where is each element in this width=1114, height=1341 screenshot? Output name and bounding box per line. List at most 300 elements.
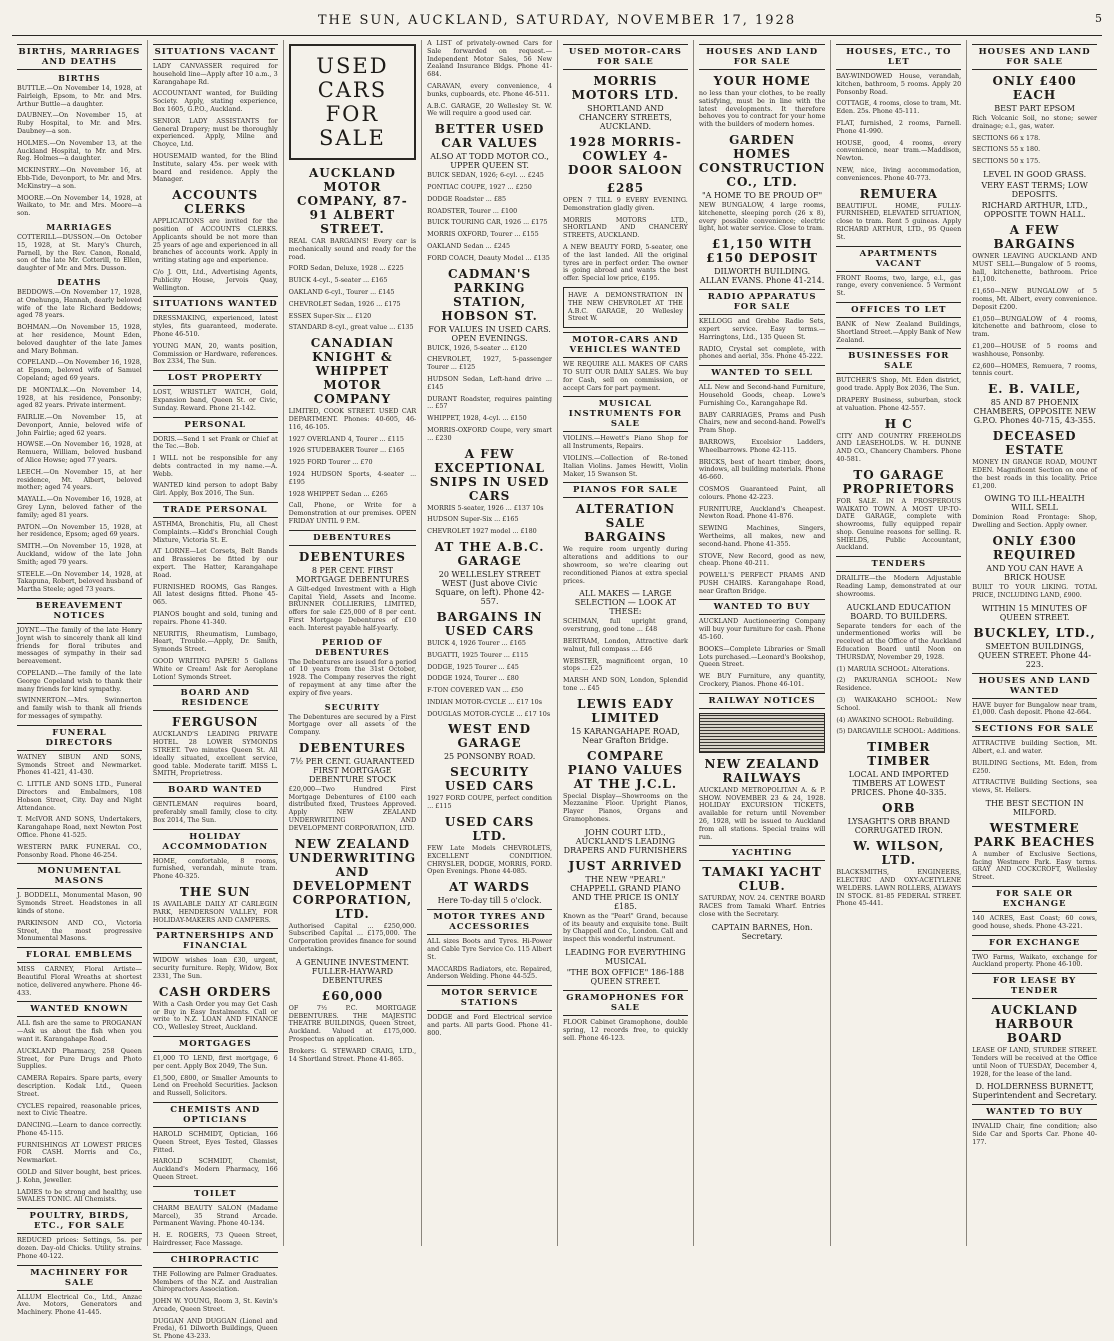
lewis-eady-text: 15 KARANGAHAPE ROAD, Near Grafton Bridge. (571, 726, 680, 745)
exchange-header: FOR SALE OR EXCHANGE (972, 886, 1097, 912)
classified-ad: WE BUY Furniture, any quantity, Crockery, Pianos. Phone 46-101. (698, 672, 826, 689)
classified-ad: BUICK, 1926, 5-seater ... £120 (427, 343, 527, 352)
vaile-address: 85 AND 87 PHOENIX CHAMBERS, OPPOSITE NEW G.P.O. Phones 40-715, 43-355. (973, 398, 1096, 426)
classified-ad: 1928 WHIPPET Sedan ... £265 (288, 489, 388, 498)
classified-ad: BUGATTI, 1925 Tourer ... £115 (427, 650, 529, 659)
morris-terms: OPEN 7 TILL 9 EVERY EVENING. Demonstration gladly given. (563, 196, 688, 212)
classified-ad: ROADSTER, Tourer ... £100 (427, 206, 518, 215)
yachting-header: YACHTING (699, 845, 826, 861)
partnerships-header: PARTNERSHIPS AND FINANCIAL (153, 928, 278, 954)
wanted-cars-header: MOTOR-CARS AND VEHICLES WANTED (563, 332, 688, 358)
wilson-display: W. WILSON, LTD. (853, 839, 945, 868)
only-400-display: ONLY £400 EACH (992, 74, 1077, 102)
classified-ad: ASTHMA, Bronchitis, Flu, all Chest Complaints.—Kidd's Bronchial Cough Mixture, Victoria St. E. (152, 520, 278, 544)
classified-ad: ATTRACTIVE building Section, Mt. Albert, e.l. and water. (972, 739, 1098, 755)
classified-ad: LADY CANVASSER required for household line—Apply after 10 a.m., 3 Karangahape Rd. (152, 62, 278, 86)
wanted-buy-text-8: INVALID Chair, fine condition; also Side Car and Sports Car. Phone 40-177. (972, 1122, 1098, 1147)
classified-ad: £1,500, £800, or Smaller Amounts to Lend on Freehold Securities. Jackson and Russell, Solicitors. (152, 1073, 278, 1098)
best-epsom-text: Rich Volcanic Soil, no stone; sewer drainage; e.l., gas, water. (972, 114, 1098, 130)
machinery-header: MACHINERY FOR SALE (17, 1265, 142, 1291)
brick-heading: AND YOU CAN HAVE A BRICK HOUSE (986, 563, 1083, 582)
classified-ad: VIOLINS.—Hewett's Piano Shop for all Instruments, Repairs. (563, 434, 688, 451)
westmere-text: A number of Exclusive Sections, facing Westmere Park. Easy terms. GRAY AND COCKCROFT, Wellesley Street. (972, 849, 1098, 882)
classified-ad: MOORE.—On November 14, 1928, at Waikato, to Mr. and Mrs. Moore—a son. (17, 193, 142, 218)
west-end-text: 25 PONSONBY ROAD. (443, 752, 536, 762)
classified-ad: BAY-WINDOWED House, verandah, kitchen, bathroom, 5 rooms. Apply 20 Ponsonby Road. (836, 72, 962, 96)
classified-ad: HOUSE, good, 4 rooms, every convenience, near tram.—Maddison, Newton. (836, 138, 962, 163)
business-header: BUSINESSES FOR SALE (836, 348, 961, 374)
sun-text: IS AVAILABLE DAILY AT CARLEGIN PARK, HENDERSON VALLEY, FOR HOLIDAY-MAKERS AND CAMPERS. (152, 899, 278, 924)
debentures-header: DEBENTURES (289, 530, 417, 546)
classified-ad: F-TON COVERED VAN ... £50 (427, 686, 524, 695)
classified-ad: 1925 FORD Tourer ... £70 (288, 458, 373, 467)
pianos-text: We require room urgently during alterations and additions to our showroom, so we're clearing out reconditioned Pianos at extra special prices. (563, 545, 688, 585)
level-grass: LEVEL IN GOOD GRASS. (983, 169, 1087, 179)
west-end-display: WEST END GARAGE (448, 722, 532, 751)
wanted-buy-header-8: WANTED TO BUY (972, 1104, 1097, 1120)
tamaki-display: TAMAKI YACHT CLUB. (702, 865, 822, 894)
classified-ad: BOOKS—Complete Libraries or Small Lots purchased.—Leonard's Bookshop, Queen Street. (698, 644, 826, 669)
wanted-buy-header: WANTED TO BUY (699, 599, 826, 615)
better-used-list (427, 172, 552, 262)
few-bargains-display: A FEW BARGAINS (993, 222, 1076, 251)
births-list (17, 85, 142, 218)
partnerships-text: WIDOW wishes loan £30, urgent, security furniture. Reply, Widow, Box 2331, The Sun. (152, 956, 278, 980)
cadmans-text: FOR VALUES IN USED CARS. OPEN EVENINGS. (428, 324, 551, 343)
classified-ad: REDUCED prices: Settings, 5s. per dozen. Day-old Chicks. Utility strains. Phone 40-122. (17, 1236, 142, 1260)
classified-ad: SECTIONS 55 x 180. (972, 145, 1041, 154)
chemists-header: CHEMISTS AND OPTICIANS (153, 1102, 278, 1128)
morris-again: MORRIS MOTORS LTD., SHORTLAND AND CHANCERY STREETS, AUCKLAND. (563, 215, 688, 240)
security-text: The Debentures are secured by a First Mortgage over all assets of the Company. (288, 712, 417, 737)
wanted-known-list (17, 1020, 142, 1204)
bargains-list (427, 640, 552, 719)
board-wanted-text: GENTLEMAN requires board, preferably small family, close to city. Box 2014, The Sun. (152, 800, 278, 824)
classified-ad: CHEVROLET Sedan, 1926 ... £175 (288, 299, 401, 308)
classified-ad: ESSEX Super-Six ... £120 (288, 311, 372, 320)
classified-ad: HOLMES.—On November 13, at the Auckland Hospital, to Mr. and Mrs. Reg. Holmes—a daughter. (17, 138, 142, 163)
wanted-known-header: WANTED KNOWN (17, 1001, 142, 1017)
classified-ad: BARROWS, Excelsior Ladders, Wheelbarrows. Phone 42-115. (698, 437, 826, 454)
beauty-ford-text: A NEW BEAUTY FORD, 5-seater, one of the last landed. All the original tyres are in perfect order. The owner is going abroad and wants the best offer. Special low price, £195. (563, 242, 688, 283)
musical-header: MUSICAL INSTRUMENTS FOR SALE (563, 396, 688, 432)
remuera-display: REMUERA (859, 186, 938, 201)
classified-ad: ALL sizes Boots and Tyres. Hi-Power and Cable Tyre Service Co. 115 Albert St. (427, 937, 552, 961)
nzr-display: NEW ZEALAND RAILWAYS (704, 756, 820, 785)
classified-ad: MACCARDS Radiators, etc. Repaired, Anderson Welding. Phone 44-525. (427, 964, 552, 981)
garden-homes-display: GARDEN HOMES CONSTRUCTION CO., LTD. (698, 132, 826, 189)
debentures-2-display: DEBENTURES (298, 740, 406, 755)
service-text: DODGE and Ford Electrical service and parts. All parts Good. Phone 41-800. (427, 1013, 552, 1037)
classified-ad: NEURITIS, Rheumatism, Lumbago, Heart, Trouble.—Apply, Dr. Smith, Symonds Street. (152, 629, 278, 654)
column-7 (831, 40, 967, 1246)
classified-ad: (1) MARUIA SCHOOL: Alterations. (836, 664, 950, 673)
classified-ad: LADIES to be strong and healthy, use SWALES TONIC. All Chemists. (17, 1187, 142, 1204)
classified-ad: FAIRLIE.—On November 15, at Devonport, Annie, beloved wife of John Fairlie; aged 62 years. (17, 413, 142, 437)
deaths-list (17, 289, 142, 594)
classified-ad: DORIS.—Send 1 set Frank or Chief at the Tec.—Bob. (152, 434, 278, 451)
security-heading: SECURITY (324, 701, 381, 712)
funeral-list (17, 754, 142, 860)
masthead (12, 6, 1102, 36)
to-let-header: HOUSES, ETC., TO LET (836, 44, 961, 70)
alteration-sale-display: ALTERATION SALE BARGAINS (575, 502, 676, 545)
wilson-text: BLACKSMITHS, ENGINEERS, ELECTRIC AND OXY-ACETYLENE WELDERS. LAWN ROLLERS, ALWAYS IN STOCK. 81-85 FEDERAL STREET. Phone 45-441. (836, 868, 962, 908)
classified-ad: KELLOGG and Grebbe Radio Sets, expert service. Easy terms.—Harringtons, Ltd., 135 Queen St. (698, 317, 826, 341)
tyres-list (427, 938, 552, 981)
security-display: SECURITY USED CARS (444, 765, 535, 794)
timber-text: LOCAL AND IMPORTED TIMBERS AT LOWEST PRICES. Phone 40-335. (848, 770, 949, 798)
classified-ad: BUICK 4, 1926 Tourer ... £165 (427, 638, 526, 647)
classified-ad: LOST, WRISTLET WATCH, Gold, Expansion band, Queen St. or Civic, Sunday. Reward. Phone 21-142. (152, 388, 278, 412)
timber-display: TIMBER TIMBER (867, 740, 931, 769)
cash-orders-text: With a Cash Order you may Get Cash or Buy in Easy Instalments. Call or write to N.Z. LOAN AND FINANCE CO., Wellesley Street, Auckland. (152, 999, 278, 1032)
classified-ad: PATON.—On November 15, 1928, at her residence, Epsom; aged 69 years. (17, 522, 142, 539)
private-cars-list-head: A LIST of privately-owned Cars for Sale forwarded on request.—Independent Motor Sales, 56 New Zealand Insurance Bldgs. Phone 41-684. (427, 39, 552, 79)
classified-ad: BOHMAN.—On November 15, 1928, at her residence, Mount Eden, beloved daughter of the late James and Mary Bohman. (17, 323, 142, 355)
wards-text: Here To-day till 5 o'clock. (437, 896, 542, 906)
wanted-buy-list (699, 618, 826, 688)
classified-ad: HAROLD SCHMIDT, Optician, 166 Queen Street, Eyes Tested, Glasses Fitted. (152, 1129, 278, 1154)
classified-ad: CAMERA Repairs. Spare parts, every description. Kodak Ltd., Queen Street. (17, 1074, 142, 1098)
remuera-text: BEAUTIFUL HOME, FULLY-FURNISHED, ELEVATED SITUATION, close to tram. Rent 5 guineas. Apply RICHARD ARTHUR, LTD., 95 Queen St. (836, 201, 962, 241)
marriages-list (17, 234, 142, 273)
toilet-header: TOILET (153, 1186, 278, 1202)
land-wanted-header: HOUSES AND LAND WANTED (972, 673, 1097, 699)
classified-ad: COTTAGE, 4 rooms, close to tram, Mt. Eden. 25s. Phone 45-111. (836, 99, 962, 116)
classified-ad: OWNER LEAVING AUCKLAND AND MUST SELL—Bungalow of 5 rooms, hall, kitchenette, bathroom. Price £1,100. (972, 251, 1098, 284)
classified-ad: BERTRAM, London, Attractive dark walnut, full compass ... £46 (563, 636, 688, 653)
pearl-text: Known as the "Pearl" Grand, because of its beauty and exquisite tone. Built by Chappell and Co., London. Call and inspect this wonderful instrument. (563, 911, 688, 944)
hc-text: CITY AND COUNTRY FREEHOLDS AND LEASEHOLDS. W. H. DUNNE AND CO., Chancery Chambers. Phone 40-581. (836, 431, 962, 463)
westmere-display: WESTMERE PARK BEACHES (973, 820, 1096, 849)
classified-ad: DODGE Roadster ... £85 (427, 194, 507, 203)
column-6 (694, 40, 832, 1246)
classified-ad: SECTIONS 50 x 175. (972, 157, 1041, 166)
tamaki-sign: CAPTAIN BARNES, Hon. Secretary. (711, 922, 813, 941)
debentures-text: A Gilt-edged Investment with a High Capital Yield, Assets and Income. BRUNNER COLLIERIES, LIMITED, offers for sale £25,000 of 8 per cent. First Mortgage Debentures of £10 each. Interest payable half-yearly. (288, 584, 417, 632)
houses-header-6: HOUSES AND LAND FOR SALE (699, 44, 826, 70)
column-3 (284, 40, 423, 1246)
to-let-list (836, 73, 961, 183)
exch-text: TWO Farms, Waikato, exchange for Auckland property. Phone 46-100. (972, 952, 1098, 969)
proud-text: NEW BUNGALOW, 4 large rooms, kitchenette, sleeping porch (26 x 8), every possible convenience; electric light, hot water service. Close to tram. (698, 200, 826, 233)
classified-ad: WATNEY SIBUN AND SONS, Symonds Street and Newmarket. Phones 41-421, 41-430. (17, 752, 142, 777)
exchange-text: 140 ACRES, East Coast; 60 cows, good house, sheds. Phone 43-221. (972, 914, 1098, 930)
funeral-header: FUNERAL DIRECTORS (17, 725, 142, 751)
apartments-header: APARTMENTS VACANT (836, 246, 961, 272)
classified-ad: FURNISHINGS AT LOWEST PRICES FOR CASH. Morris and Co., Newmarket. (17, 1140, 142, 1165)
page-number: 5 (1095, 12, 1102, 25)
classified-ad: DODGE 1924, Tourer ... £80 (427, 674, 519, 683)
classified-ad: JOYNT.—The family of the late Henry Joynt wish to sincerely thank all kind friends for floral tributes and messages of sympathy in their sad bereavement. (17, 626, 142, 666)
leading-musical: LEADING FOR EVERYTHING MUSICAL (565, 948, 686, 967)
column-1 (12, 40, 148, 1317)
mortgages-header: MORTGAGES (153, 1036, 278, 1052)
classified-ad: DAUBNEY.—On November 15, at Ruby Hospital, to Mr. and Mrs. Daubney—a son. (17, 111, 142, 135)
morris-price: £285 (606, 181, 645, 195)
john-court-text: JOHN COURT LTD., AUCKLAND'S LEADING DRAPERS AND FURNISHERS (563, 827, 688, 855)
classified-ad: STEELE.—On November 14, 1928, at Takapuna, Robert, beloved husband of Martha Steele; aged 73 years. (17, 569, 142, 594)
garage-text: FOR SALE. IN A PROSPEROUS WAIKATO TOWN. A MOST UP-TO-DATE GARAGE, complete with showrooms, fully equipped repair shop. Genuine reasons for selling. R. SHIELDS, Public Accountant, Auckland. (836, 496, 962, 552)
ferguson-display: FERGUSON (172, 715, 259, 730)
just-arrived-display: JUST ARRIVED (568, 858, 683, 873)
classified-ad: BUICK 4-cyl., 5-seater ... £165 (288, 276, 388, 285)
deceased-display: DECEASED ESTATE (992, 429, 1077, 458)
classified-ad: RADIO, Crystal set complete, with phones and aerial, 35s. Phone 45-222. (698, 344, 826, 361)
classified-ad: STOVE, New Record, good as new, cheap. Phone 40-211. (698, 551, 826, 568)
holiday-header: HOLIDAY ACCOMMODATION (153, 829, 278, 855)
sections-sale-list (972, 740, 1097, 795)
classified-ad: AT LORNE—Let Corsets, Belt Bands and Brassieres be fitted by our expert. The Hatter, Karangahape Road. (152, 547, 278, 579)
wanted-cars-text: WE REQUIRE ALL MAKES OF CARS TO SUIT OUR DAILY SALES. We buy for Cash, sell on commission, or accept Cars for part payment. (563, 360, 688, 392)
offices-header: OFFICES TO LET (836, 302, 961, 318)
trade-header: TRADE PERSONAL (153, 502, 278, 518)
classified-ad: ALL fish are the same to PROGANAN—Ask us about the fish when you want it. Karangahape Road. (17, 1019, 142, 1043)
classified-ad: MORRIS OXFORD, Tourer ... £155 (427, 230, 539, 239)
classified-ad: 1927 OVERLAND 4, Tourer ... £115 (288, 434, 404, 443)
pearl-heading: THE NEW "PEARL" CHAPPELL GRAND PIANO AND THE PRICE IS ONLY £185. (570, 874, 681, 911)
morris-cowley-display: 1928 MORRIS-COWLEY 4-DOOR SALOON (568, 135, 683, 177)
marriages-heading: MARRIAGES (46, 221, 113, 232)
classified-ad: ALLUM Electrical Co., Ltd., Anzac Ave. Motors, Generators and Machinery. Phone 41-445. (17, 1292, 142, 1317)
situations-wanted-header: SITUATIONS WANTED (153, 296, 278, 312)
tenders-header: TENDERS (836, 556, 961, 572)
situations-vacant-header: SITUATIONS VACANT (153, 44, 278, 60)
lease-header: FOR LEASE BY TENDER (972, 973, 1097, 999)
ckw-text: LIMITED, COOK STREET. USED CAR DEPARTMENT. Phones: 40-605, 46-116, 46-105. (288, 407, 417, 431)
musical-list (563, 435, 688, 478)
brokers-text: Brokers: G. STEWARD CRAIG, LTD., 14 Shortland Street. Phone 41-865. (288, 1046, 417, 1063)
box-office: "THE BOX OFFICE" 186-188 QUEEN STREET. (566, 968, 685, 987)
easy-terms: VERY EAST TERMS; LOW DEPOSITS. (981, 180, 1088, 199)
only-300-display: ONLY £300 REQUIRED (992, 533, 1077, 562)
real-car-text: REAL CAR BARGAINS! Every car is mechanically sound and ready for the road. (288, 237, 417, 261)
classified-ad: THE Following are Palmer Graduates. Members of the N.Z. and Australian Chiropractors Association. (152, 1269, 278, 1294)
debentures-2-text: £20,000—Two Hundred First Mortgage Debentures of £100 each distributed fixed, Trustees Approved. Apply NEW ZEALAND UNDERWRITING AND DEVELOPMENT CORPORATION, LTD. (288, 784, 417, 832)
accounts-clerks-text: APPLICATIONS are invited for the position of ACCOUNTS CLERKS. Applicants should be not more than 25 years of age and experienced in all branches of accounts work. Apply in writing stating age and experience. (152, 217, 278, 265)
owing-text: Dominion Road Frontage: Shop, Dwelling and Section. Apply owner. (972, 513, 1098, 530)
classified-ad: NEW, nice, living accommodation, conveniences. Phone 40-773. (836, 165, 962, 182)
classified-ad: SCHIMAN, full upright grand, overstrung, good tone ... £48 (563, 617, 688, 634)
richard-arthur: RICHARD ARTHUR, LTD., OPPOSITE TOWN HALL. (981, 200, 1088, 219)
classified-ad: HUDSON Sedan, Left-hand drive ... £145 (427, 374, 552, 391)
classified-ad: FURNISHED ROOMS, Gas Ranges. All latest designs fitted. Phone 45-065. (152, 582, 278, 607)
classified-ad: BEDDOWS.—On November 17, 1928, at Onehunga, Hannah, dearly beloved wife of the late Richard Beddows; aged 78 years. (17, 287, 142, 320)
classified-ad: WHIPPET, 1928, 4-cyl. ... £150 (427, 414, 527, 423)
debentures-display: DEBENTURES (298, 549, 406, 564)
ckw-footer: Call, Phone, or Write for a Demonstration at our premises. OPEN FRIDAY UNTIL 9 P.M. (288, 501, 417, 525)
harbour-text: LEASE OF LAND, STURDEE STREET. Tenders will be received at the Office until Noon of TUESDAY, December 4, 1928, for the lease of the land. (972, 1046, 1098, 1078)
personal-header: PERSONAL (153, 417, 278, 433)
nzu-text: Authorised Capital ... £250,000. Subscribed Capital ... £175,000. The Corporation provides finance for sound undertakings. (288, 921, 417, 954)
classified-ad: HUDSON Super-Six ... £165 (427, 515, 519, 524)
toilet-list (153, 1205, 278, 1248)
your-home-text: no less than your clothes, to be really satisfying, must be in line with the latest developments. It therefore behoves you to contract for your home with the builders of modern homes. (698, 89, 826, 129)
classified-ad: WESTERN PARK FUNERAL CO., Ponsonby Road. Phone 46-254. (17, 842, 142, 859)
deceased-text: MONEY IN GRANGE ROAD, MOUNT EDEN. Magnificent Section on one of the best roads in this locality. Price £1,200. (972, 458, 1098, 490)
column-4 (422, 40, 558, 1246)
railway-header: RAILWAY NOTICES (699, 693, 826, 709)
period-text: The Debentures are issued for a period of 10 years from the 31st October, 1928. The Company reserves the right of repayment at any time after the expiry of five years. (288, 657, 417, 697)
classified-ad: PONTIAC COUPE, 1927 ... £250 (427, 182, 532, 191)
classified-ad: £2,600—HOMES, Remuera, 7 rooms, tennis court. (972, 361, 1098, 378)
hc-display: H C (884, 416, 913, 431)
sections-list (972, 135, 1097, 166)
classified-ad: COSMOS Guaranteed Paint, all colours. Phone 42-223. (698, 484, 826, 501)
classified-ad: WEBSTER, magnificent organ, 10 stops ... £25 (563, 656, 688, 673)
todd-motor-text: ALSO AT TODD MOTOR CO., UPPER QUEEN ST. (430, 152, 549, 171)
classified-ad: GOLD and Silver bought, best prices. J. Kohn, Jeweller. (17, 1168, 142, 1184)
classified-ad: SECTIONS 66 x 178. (972, 133, 1041, 142)
classified-ad: HAROLD SCHMIDT, Chemist, Auckland's Modern Pharmacy, 166 Queen Street. (152, 1157, 278, 1181)
few-bargains-list (972, 253, 1097, 378)
deaths-heading: DEATHS (57, 276, 102, 287)
nzu-display: NEW ZEALAND UNDERWRITING AND DEVELOPMENT CORPORATION, LTD. (288, 836, 417, 921)
accounts-clerks-display: ACCOUNTS CLERKS (172, 188, 259, 217)
offices-text: BANK of New Zealand Buildings, Shortland Street.—Apply Bank of New Zealand. (836, 319, 962, 344)
classified-ad: I WILL not be responsible for any debts contracted in my name.—A. Webb. (152, 454, 278, 478)
bargains-display: BARGAINS IN USED CARS (436, 609, 543, 638)
classified-ad: T. McIVOR AND SONS, Undertakers, Karangahape Road, next Newton Post Office. Phone 41-525. (17, 815, 142, 839)
abc-text: 20 WELLESLEY STREET WEST (Just above Civic Square, on left). Phone 42-557. (435, 569, 545, 606)
classified-ad: ATTRACTIVE Building Sections, sea views, St. Heliers. (972, 778, 1098, 795)
classified-ad: DE MONTALK.—On November 14, 1928, at his residence, Ponsonby; aged 82 years. Private interment. (17, 385, 142, 410)
column-8 (967, 40, 1102, 1246)
classified-ad: SENIOR LADY ASSISTANTS for General Drapery; must be thoroughly experienced. Apply, Milne and Choyce, Ltd. (152, 116, 278, 149)
cadmans-list (427, 345, 552, 443)
column-2 (148, 40, 284, 1341)
auckland-motor-display: AUCKLAND MOTOR COMPANY, 87-91 ALBERT STREET. (297, 166, 408, 236)
tenders-text: DRAILITE—the Modern Adjustable Reading Lamp, demonstrated at our showrooms. (836, 574, 962, 598)
owing-heading: OWING TO ILL-HEALTH WILL SELL (984, 494, 1085, 513)
situations-vacant-list (153, 63, 278, 184)
classified-ad: £1,050—BUNGALOW of 4 rooms, kitchenette and bathroom, close to tram. (972, 314, 1098, 339)
lewis-eady-display: LEWIS EADY LIMITED (576, 696, 674, 725)
classified-ad: CHEVROLET, 1927, 5-passenger Tourer ... £125 (427, 355, 552, 372)
classified-ad: DANCING.—Learn to dance correctly. Phone 45-115. (17, 1121, 142, 1137)
classified-ad: STANDARD 8-cyl., great value ... £135 (288, 323, 414, 332)
buckley-address: SMEETON BUILDINGS, QUEEN STREET. Phone 44-223. (978, 641, 1092, 669)
classified-ad: FURNITURE, Auckland's Cheapest. Newton Road. Phone 41-876. (698, 504, 826, 521)
classified-ad: HOUSEMAID wanted, for the Blind Institute, salary 45s. per week with board and residence. Apply the Manager. (152, 151, 278, 184)
board-header: BOARD AND RESIDENCE (153, 685, 278, 711)
classified-ad: MCKINSTRY.—On November 16, at Ebb-Tide, Devonport, to Mr. and Mrs. McKinstry—a son. (17, 166, 142, 190)
personal-list (153, 436, 278, 499)
price-display: £1,150 WITH £150 DEPOSIT (706, 237, 818, 266)
locomotive-illustration (699, 713, 826, 753)
tamaki-text: SATURDAY, NOV. 24. CENTRE BOARD RACES from Tamaki Wharf. Entries close with the Secretary. (698, 894, 826, 919)
demonstration-box: HAVE A DEMONSTRATION IN THE NEW CHEVROLET AT THE A.B.C. GARAGE, 20 Wellesley Street W. (563, 287, 688, 328)
land-wanted-text: HAVE buyer for Bungalow near tram, £1,000. Cash deposit. Phone 42-664. (972, 700, 1098, 717)
births-heading: BIRTHS (58, 73, 101, 83)
classified-ad: 1924 HUDSON Sports, 4-seater ... £195 (288, 469, 417, 486)
exceptional-display: A FEW EXCEPTIONAL SNIPS IN USED CARS (429, 446, 550, 503)
classified-ad: MORRIS 5-seater, 1926 ... £137 10s (427, 503, 544, 512)
floral-header: FLORAL EMBLEMS (17, 947, 142, 963)
gramophones-header: GRAMOPHONES FOR SALE (563, 990, 688, 1016)
classified-ad: YOUNG MAN, 20, wants position, Commission or Hardware, references. Box 2334, The Sun. (152, 341, 278, 366)
chiropractic-list (153, 1271, 278, 1341)
morris-motors-display: MORRIS MOTORS LTD. (571, 74, 680, 102)
mortgages-list (153, 1055, 278, 1098)
classified-ad: OAKLAND 6-cyl., Tourer ... £145 (288, 287, 395, 296)
classified-ad: (3) WAIKAKAHO SCHOOL: New School. (836, 696, 962, 712)
classified-ad: SWINNERTON.—Mrs. Swinnerton and family wish to thank all friends for messages of sympathy. (17, 696, 142, 720)
floral-list (17, 966, 142, 997)
monumental-header: MONUMENTAL MASONS (17, 863, 142, 889)
bereavement-list (17, 627, 142, 721)
lost-list (153, 389, 278, 412)
classified-ad: BUTTLE.—On November 14, 1928, at Fairleigh, Epsom, to Mr. and Mrs. Arthur Buttle—a daughter. (17, 84, 142, 108)
security-item: 1927 FORD COUPE, perfect condition ... £115 (427, 794, 552, 811)
service-header: MOTOR SERVICE STATIONS (427, 985, 552, 1011)
births-marriages-deaths-header: BIRTHS, MARRIAGES AND DEATHS (17, 44, 142, 70)
poultry-header: POULTRY, BIRDS, ETC., FOR SALE (17, 1208, 142, 1234)
auckland-motor-car-list (289, 265, 417, 332)
classified-ad: HOWSE.—On November 16, 1928, at Remuera, William, beloved husband of Alice Howse; aged 77 years. (17, 440, 142, 465)
best-epsom: BEST PART EPSOM (994, 104, 1075, 113)
abc-display: AT THE A.B.C. GARAGE (434, 539, 545, 568)
classified-ad: H. E. ROGERS, 73 Queen Street, Hairdresser, Face Massage. (152, 1231, 278, 1247)
pianos-header: PIANOS FOR SALE (563, 482, 688, 498)
classified-ad: FORD Sedan, Deluxe, 1928 ... £225 (288, 264, 404, 273)
period-heading: PERIOD OF DEBENTURES (315, 636, 390, 657)
apartments-text: FRONT Rooms, two, large, e.l., gas range, every convenience. 5 Vermont St. (836, 273, 962, 298)
classified-ad: MORRIS-OXFORD Coupe, very smart ... £230 (427, 425, 552, 442)
classified-ad: £1,000 TO LEND, first mortgage, 6 per cent. Apply Box 2049, The Sun. (152, 1053, 278, 1070)
classified-ad: MISS CARNEY, Floral Artiste—Beautiful Floral Wreaths at shortest notice, delivered anywhere. Phone 46-433. (17, 965, 142, 997)
classified-ad: DRAPERY Business, suburban, stock at valuation. Phone 42-557. (836, 395, 962, 412)
classified-ad: VIOLINS.—Collection of Re-toned Italian Violins. James Hewitt, Violin Maker, 15 Swanson St. (563, 453, 688, 478)
holiday-text: HOME, comfortable, 8 rooms, furnished, verandah, minute tram. Phone 40-325. (152, 856, 278, 881)
classified-ad: PARKINSON AND CO., Victoria Street, the most progressive Monumental Masons. (17, 918, 142, 943)
classified-ad: C. LITTLE AND SONS LTD., Funeral Directors and Embalmers, 108 Hobson Street, City. Day and Night Attendance. (17, 780, 142, 812)
tyres-header: MOTOR TYRES AND ACCESSORIES (427, 909, 552, 935)
classified-ad: (2) PAKURANGA SCHOOL: New Residence. (836, 676, 962, 693)
private-cars-list (427, 83, 552, 118)
dilworth-text: DILWORTH BUILDING. ALLAN EVANS. Phone 41-214. (699, 267, 825, 286)
houses-header-8: HOUSES AND LAND FOR SALE (972, 44, 1097, 70)
sections-sale-header: SECTIONS FOR SALE (972, 721, 1097, 737)
classified-ad: COTTERILL—DUSSON.—On October 15, 1928, at St. Mary's Church, Parnell, by the Rev. Canon, Ronald, son of the late Mr. Cotterill, to Ellen, daughter of Mr. and Mrs. Dusson. (17, 232, 142, 273)
exceptional-list (427, 505, 552, 536)
radio-header: RADIO APPARATUS FOR SALE (699, 289, 826, 315)
classified-ad: BUILDING Sections, Mt. Eden, from £250. (972, 758, 1098, 775)
machinery-list (17, 1294, 142, 1317)
lost-header: LOST PROPERTY (153, 370, 278, 386)
classified-ad: £1,200—HOUSE of 5 rooms and washhouse, Ponsonby. (972, 341, 1098, 358)
wanted-sell-list (699, 384, 826, 568)
ferguson-text: AUCKLAND'S LEADING PRIVATE HOTEL. 28 LOWER SYMONDS STREET. Two minutes Queen St. All ideally situated, excellent service, good table. Moderate tariff. MISS L. SMITH, Proprietress. (152, 730, 278, 778)
orb-text: LYSAGHT'S ORB BRAND CORRUGATED IRON. (847, 817, 950, 836)
situations-wanted-list (153, 315, 278, 366)
classified-ad: INDIAN MOTOR-CYCLE ... £17 10s (427, 697, 543, 706)
education-heading: AUCKLAND EDUCATION BOARD. TO BUILDERS. (846, 602, 951, 621)
classified-ad: CARAVAN, every convenience, 4 bunks, cupboards, etc. Phone 46-511. (427, 81, 552, 98)
morris-address: SHORTLAND AND CHANCERY STREETS, AUCKLAND. (578, 104, 672, 131)
buckley-display: BUCKLEY, LTD., (973, 625, 1096, 640)
classified-ad: LEECH.—On November 15, at her residence, Mt. Albert, beloved mother; aged 74 years. (17, 467, 142, 492)
radio-list (699, 318, 826, 361)
genuine-investment: A GENUINE INVESTMENT. FULLER-HAYWARD DEBENTURES (295, 957, 409, 985)
classified-ad: CYCLES repaired, reasonable prices, next to Civic Theatre. (17, 1101, 142, 1118)
column-5 (558, 40, 694, 1246)
masthead-title: THE SUN, AUCKLAND, SATURDAY, NOVEMBER 17, 1928 (317, 13, 797, 28)
exch-header: FOR EXCHANGE (972, 935, 1097, 951)
classified-ad: AUCKLAND Pharmacy, 258 Queen Street, for Pure Drugs and Photo Supplies. (17, 1046, 142, 1071)
your-home-display: YOUR HOME (713, 74, 811, 88)
